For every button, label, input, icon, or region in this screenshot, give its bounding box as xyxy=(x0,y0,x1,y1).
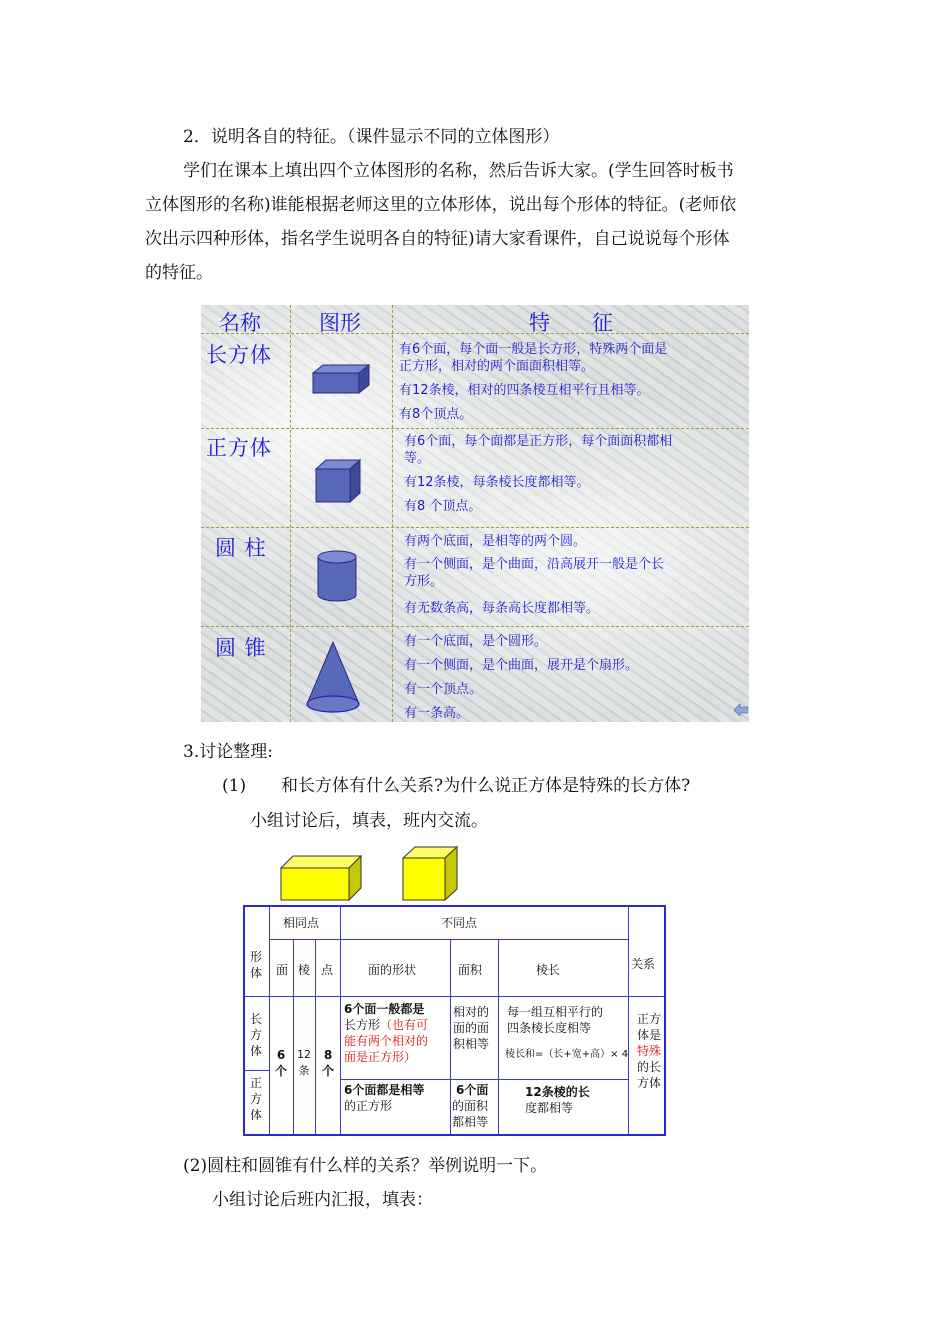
cuboid-face-shape: 长方形 xyxy=(344,1018,381,1032)
slide-row-name: 圆 柱 xyxy=(215,536,267,560)
section2-para-line: 的特征。 xyxy=(145,263,213,283)
slide-divider xyxy=(201,428,749,429)
slide-header-feature: 特 征 xyxy=(529,311,613,335)
slide-feature-line: 有12条棱，相对的四条棱互相平行且相等。 xyxy=(399,383,650,398)
cube-face-shape: 6个面都是相等 xyxy=(344,1083,425,1097)
question2-text: (2)圆柱和圆锥有什么样的关系？举例说明一下。 xyxy=(183,1156,548,1176)
cone-icon xyxy=(305,640,361,714)
cuboid-edge-formula: 棱长和=（长+宽+高）× 4 xyxy=(505,1049,629,1060)
slide-row-name: 正方体 xyxy=(206,436,272,460)
header-area: 面积 xyxy=(458,963,483,977)
slide-divider xyxy=(201,527,749,528)
header-relation: 关系 xyxy=(631,957,656,971)
slide-feature-line: 有8个顶点。 xyxy=(399,407,473,422)
slide-row-name: 圆 锥 xyxy=(215,636,267,660)
slide-header-shape: 图形 xyxy=(319,311,361,335)
yellow-cube-icon xyxy=(401,845,459,902)
slide-divider xyxy=(392,305,393,722)
cylinder-icon xyxy=(316,550,358,604)
slide-feature-line: 有6个面，每个面都是正方形，每个面面积都相 xyxy=(404,434,673,449)
question1-note: 小组讨论后，填表，班内交流。 xyxy=(250,811,488,831)
features-slide xyxy=(201,305,749,722)
slide-feature-line: 有一个顶点。 xyxy=(404,682,483,697)
slide-divider xyxy=(290,305,291,722)
question1-number: (1) xyxy=(222,776,247,796)
header-face: 面 xyxy=(276,963,289,977)
cuboid-face-shape-note: 面是正方形） xyxy=(344,1050,417,1064)
cuboid-face-shape-note: 能有两个相对的 xyxy=(344,1034,429,1048)
slide-divider xyxy=(201,626,749,627)
relation-text: 正方 体是 特殊 的长 方体 xyxy=(636,1012,661,1090)
header-vertex: 点 xyxy=(321,963,334,977)
face-count: 6个 xyxy=(274,1048,287,1078)
section2-para-line: 次出示四种形体，指名学生说明各自的特征)请大家看课件，自己说说每个形体 xyxy=(145,229,730,249)
section2-para-line: 立体图形的名称)谁能根据老师这里的立体形体，说出每个形体的特征。(老师依 xyxy=(145,195,737,215)
cuboid-area: 面的面 xyxy=(453,1021,490,1035)
cube-edge-length: 度都相等 xyxy=(525,1101,574,1115)
slide-row-name: 长方体 xyxy=(206,343,272,367)
header-diff: 不同点 xyxy=(441,916,478,930)
cube-area: 6个面 xyxy=(456,1083,489,1097)
slide-feature-line: 有两个底面，是相等的两个圆。 xyxy=(404,534,587,549)
slide-feature-line: 有6个面，每个面一般是长方形，特殊两个面是 xyxy=(399,342,668,357)
header-face-shape: 面的形状 xyxy=(368,963,417,977)
cube-area: 都相等 xyxy=(452,1115,489,1129)
cube-area: 的面积 xyxy=(452,1099,489,1113)
row-cube: 正方体 xyxy=(249,1076,262,1122)
cuboid-edge-length: 四条棱长度相等 xyxy=(507,1021,592,1035)
slide-feature-line: 有一个侧面，是个曲面，沿高展开一般是个长 xyxy=(404,557,665,572)
cube-face-shape: 的正方形 xyxy=(344,1099,393,1113)
header-same: 相同点 xyxy=(283,916,320,930)
slide-feature-line: 有12条棱，每条棱长度都相等。 xyxy=(404,475,590,490)
slide-feature-line: 方形。 xyxy=(404,574,444,589)
cuboid-face-shape-note: （也有可 xyxy=(380,1018,429,1032)
slide-feature-line: 有8 个顶点。 xyxy=(404,499,482,514)
edge-count: 12条 xyxy=(297,1048,311,1077)
cuboid-area: 相对的 xyxy=(453,1005,490,1019)
slide-feature-line: 有无数条高，每条高长度都相等。 xyxy=(404,601,600,616)
section3-heading: 3.讨论整理: xyxy=(183,742,273,762)
slide-header-name: 名称 xyxy=(219,311,261,335)
slide-feature-line: 正方形，相对的两个面面积相等。 xyxy=(399,359,595,374)
comparison-table xyxy=(243,905,666,1136)
back-arrow-icon[interactable] xyxy=(734,704,748,716)
cuboid-face-shape: 6个面一般都是 xyxy=(344,1002,425,1016)
header-shape: 形体 xyxy=(249,950,262,980)
vertex-count: 8个 xyxy=(321,1048,334,1078)
question2-note: 小组讨论后班内汇报，填表： xyxy=(212,1190,433,1210)
slide-feature-line: 有一个底面，是个圆形。 xyxy=(404,634,548,649)
question1-text: 和长方体有什么关系?为什么说正方体是特殊的长方体? xyxy=(281,776,691,796)
cuboid-edge-length: 每一组互相平行的 xyxy=(507,1005,604,1019)
header-edge: 棱 xyxy=(298,963,311,977)
slide-feature-line: 有一条高。 xyxy=(404,706,470,721)
section2-para-line: 学们在课本上填出四个立体图形的名称，然后告诉大家。(学生回答时板书 xyxy=(183,161,734,181)
slide-feature-line: 等。 xyxy=(404,451,431,466)
slide-feature-line: 有一个侧面，是个曲面，展开是个扇形。 xyxy=(404,658,639,673)
cuboid-area: 积相等 xyxy=(453,1037,490,1051)
slide-divider xyxy=(201,333,749,334)
header-edge-length: 棱长 xyxy=(536,963,561,977)
cuboid-icon xyxy=(309,363,373,395)
row-cuboid: 长方体 xyxy=(249,1012,262,1058)
yellow-cuboid-icon xyxy=(279,854,363,902)
cube-icon xyxy=(314,457,364,505)
cube-edge-length: 12条棱的长 xyxy=(525,1085,590,1099)
section2-heading: 2．说明各自的特征。（课件显示不同的立体图形） xyxy=(183,127,560,147)
